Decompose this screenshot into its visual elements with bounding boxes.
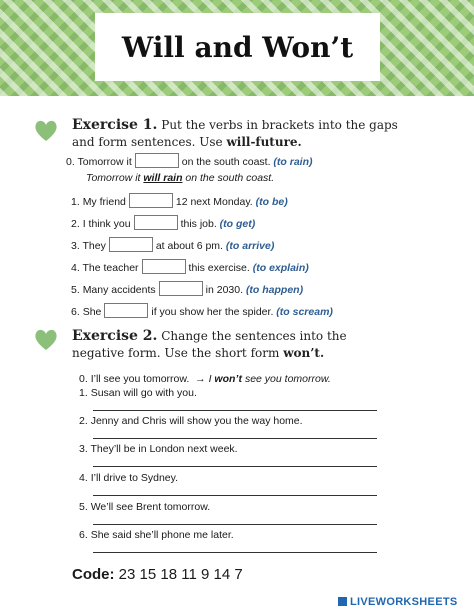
sentence-start: Many accidents [82,284,156,296]
item-number: 1. [71,196,80,208]
item-number: 0. [66,156,75,168]
answer-start: Tomorrow it [86,172,141,184]
exercise2-instruction: Change the sentences into the negative form. Use the short form [72,329,347,360]
item-sentence: She said she’ll phone me later. [90,529,234,541]
exercise1-instruction: Put the verbs in brackets into the gaps and form sentences. Use [72,118,398,149]
answer-gap-1[interactable] [129,193,173,208]
exercise1-heading [72,117,402,151]
sentence-end: at about 6 pm. [155,240,223,252]
item-sentence: Jenny and Chris will show you the way home. [90,415,303,427]
item-number: 2. [79,415,88,427]
verb-hint: (to rain) [273,156,313,168]
verb-hint: (to happen) [245,284,304,296]
sentence-start: She [82,306,102,318]
sentence-end: this exercise. [188,262,250,274]
item-number: 0. [79,373,88,385]
sentence-start: Tomorrow it [77,156,132,168]
exercise1-item-4 [71,259,309,275]
exercise1-label: Exercise 1. [72,117,158,133]
sentence-start: The teacher [82,262,139,274]
exercise2-item-4 [79,471,178,485]
item-number: 2. [71,218,80,230]
exercise2-item-5 [79,500,210,514]
sentence-start: My friend [82,196,126,208]
exercise1-example-answer [86,171,274,185]
item-number: 4. [79,472,88,484]
item-number: 6. [71,306,80,318]
exercise1-item-6 [71,303,333,319]
answer-gap-6[interactable] [104,303,148,318]
exercise2-item-1 [79,386,197,400]
item-number: 3. [71,240,80,252]
example-gap [135,153,179,168]
item-number: 4. [71,262,80,274]
exercise2-instruction-bold: won’t. [283,346,325,360]
code-value: 23 15 18 11 9 14 7 [118,566,243,583]
exercise2-heading [72,328,402,362]
sentence-start: I think you [82,218,131,230]
page-title: Will and Won’t [121,30,354,64]
answer-line-1[interactable] [93,410,377,411]
exercise1-instruction-bold: will-future. [226,135,302,149]
sentence-end: if you show her the spider. [151,306,274,318]
sentence-end: 12 next Monday. [175,196,253,208]
exercise1-item-5 [71,281,303,297]
item-number: 5. [71,284,80,296]
exercise1-item-2 [71,215,255,231]
exercise1-item-1 [71,193,288,209]
answer-gap-2[interactable] [134,215,178,230]
verb-hint: (to get) [219,218,256,230]
exercise1-item-3 [71,237,274,253]
item-sentence: I’ll drive to Sydney. [90,472,179,484]
answer-line-5[interactable] [93,524,377,525]
answer-gap-4[interactable] [142,259,186,274]
liveworksheets-logo-icon [338,597,347,606]
heart-icon [33,118,59,144]
footer-logo [338,596,458,608]
arrow-right-icon: → [195,373,206,385]
code-label: Code: [72,566,115,583]
sentence-end: this job. [180,218,217,230]
answer-line-6[interactable] [93,552,377,553]
verb-hint: (to be) [255,196,288,208]
answer-line-2[interactable] [93,438,377,439]
answer-line-4[interactable] [93,495,377,496]
item-number: 1. [79,387,88,399]
heart-icon [33,327,59,353]
footer-brand: LIVEWORKSHEETS [350,596,458,608]
answer-start: I [208,373,212,385]
verb-hint: (to scream) [276,306,333,318]
answer-gap-3[interactable] [109,237,153,252]
answer-bold: will rain [143,172,183,184]
item-number: 5. [79,501,88,513]
exercise1-example [66,153,313,169]
item-number: 3. [79,443,88,455]
sentence-start: They [82,240,106,252]
exercise2-item-6 [79,528,234,542]
exercise2-item-2 [79,414,303,428]
item-number: 6. [79,529,88,541]
exercise2-example [79,372,331,386]
verb-hint: (to explain) [252,262,309,274]
verb-hint: (to arrive) [225,240,275,252]
title-box [95,13,380,81]
item-sentence: They’ll be in London next week. [90,443,238,455]
answer-end: see you tomorrow. [244,373,331,385]
answer-bold: won’t [214,373,243,385]
code-line [72,566,243,583]
exercise2-label: Exercise 2. [72,328,158,344]
answer-gap-5[interactable] [159,281,203,296]
sentence-end: on the south coast. [181,156,271,168]
item-sentence: Susan will go with you. [90,387,197,399]
answer-end: on the south coast. [185,172,275,184]
answer-line-3[interactable] [93,466,377,467]
item-sentence: We’ll see Brent tomorrow. [90,501,211,513]
exercise2-item-3 [79,442,238,456]
sentence-end: in 2030. [205,284,244,296]
example-sentence: I’ll see you tomorrow. [90,373,190,385]
